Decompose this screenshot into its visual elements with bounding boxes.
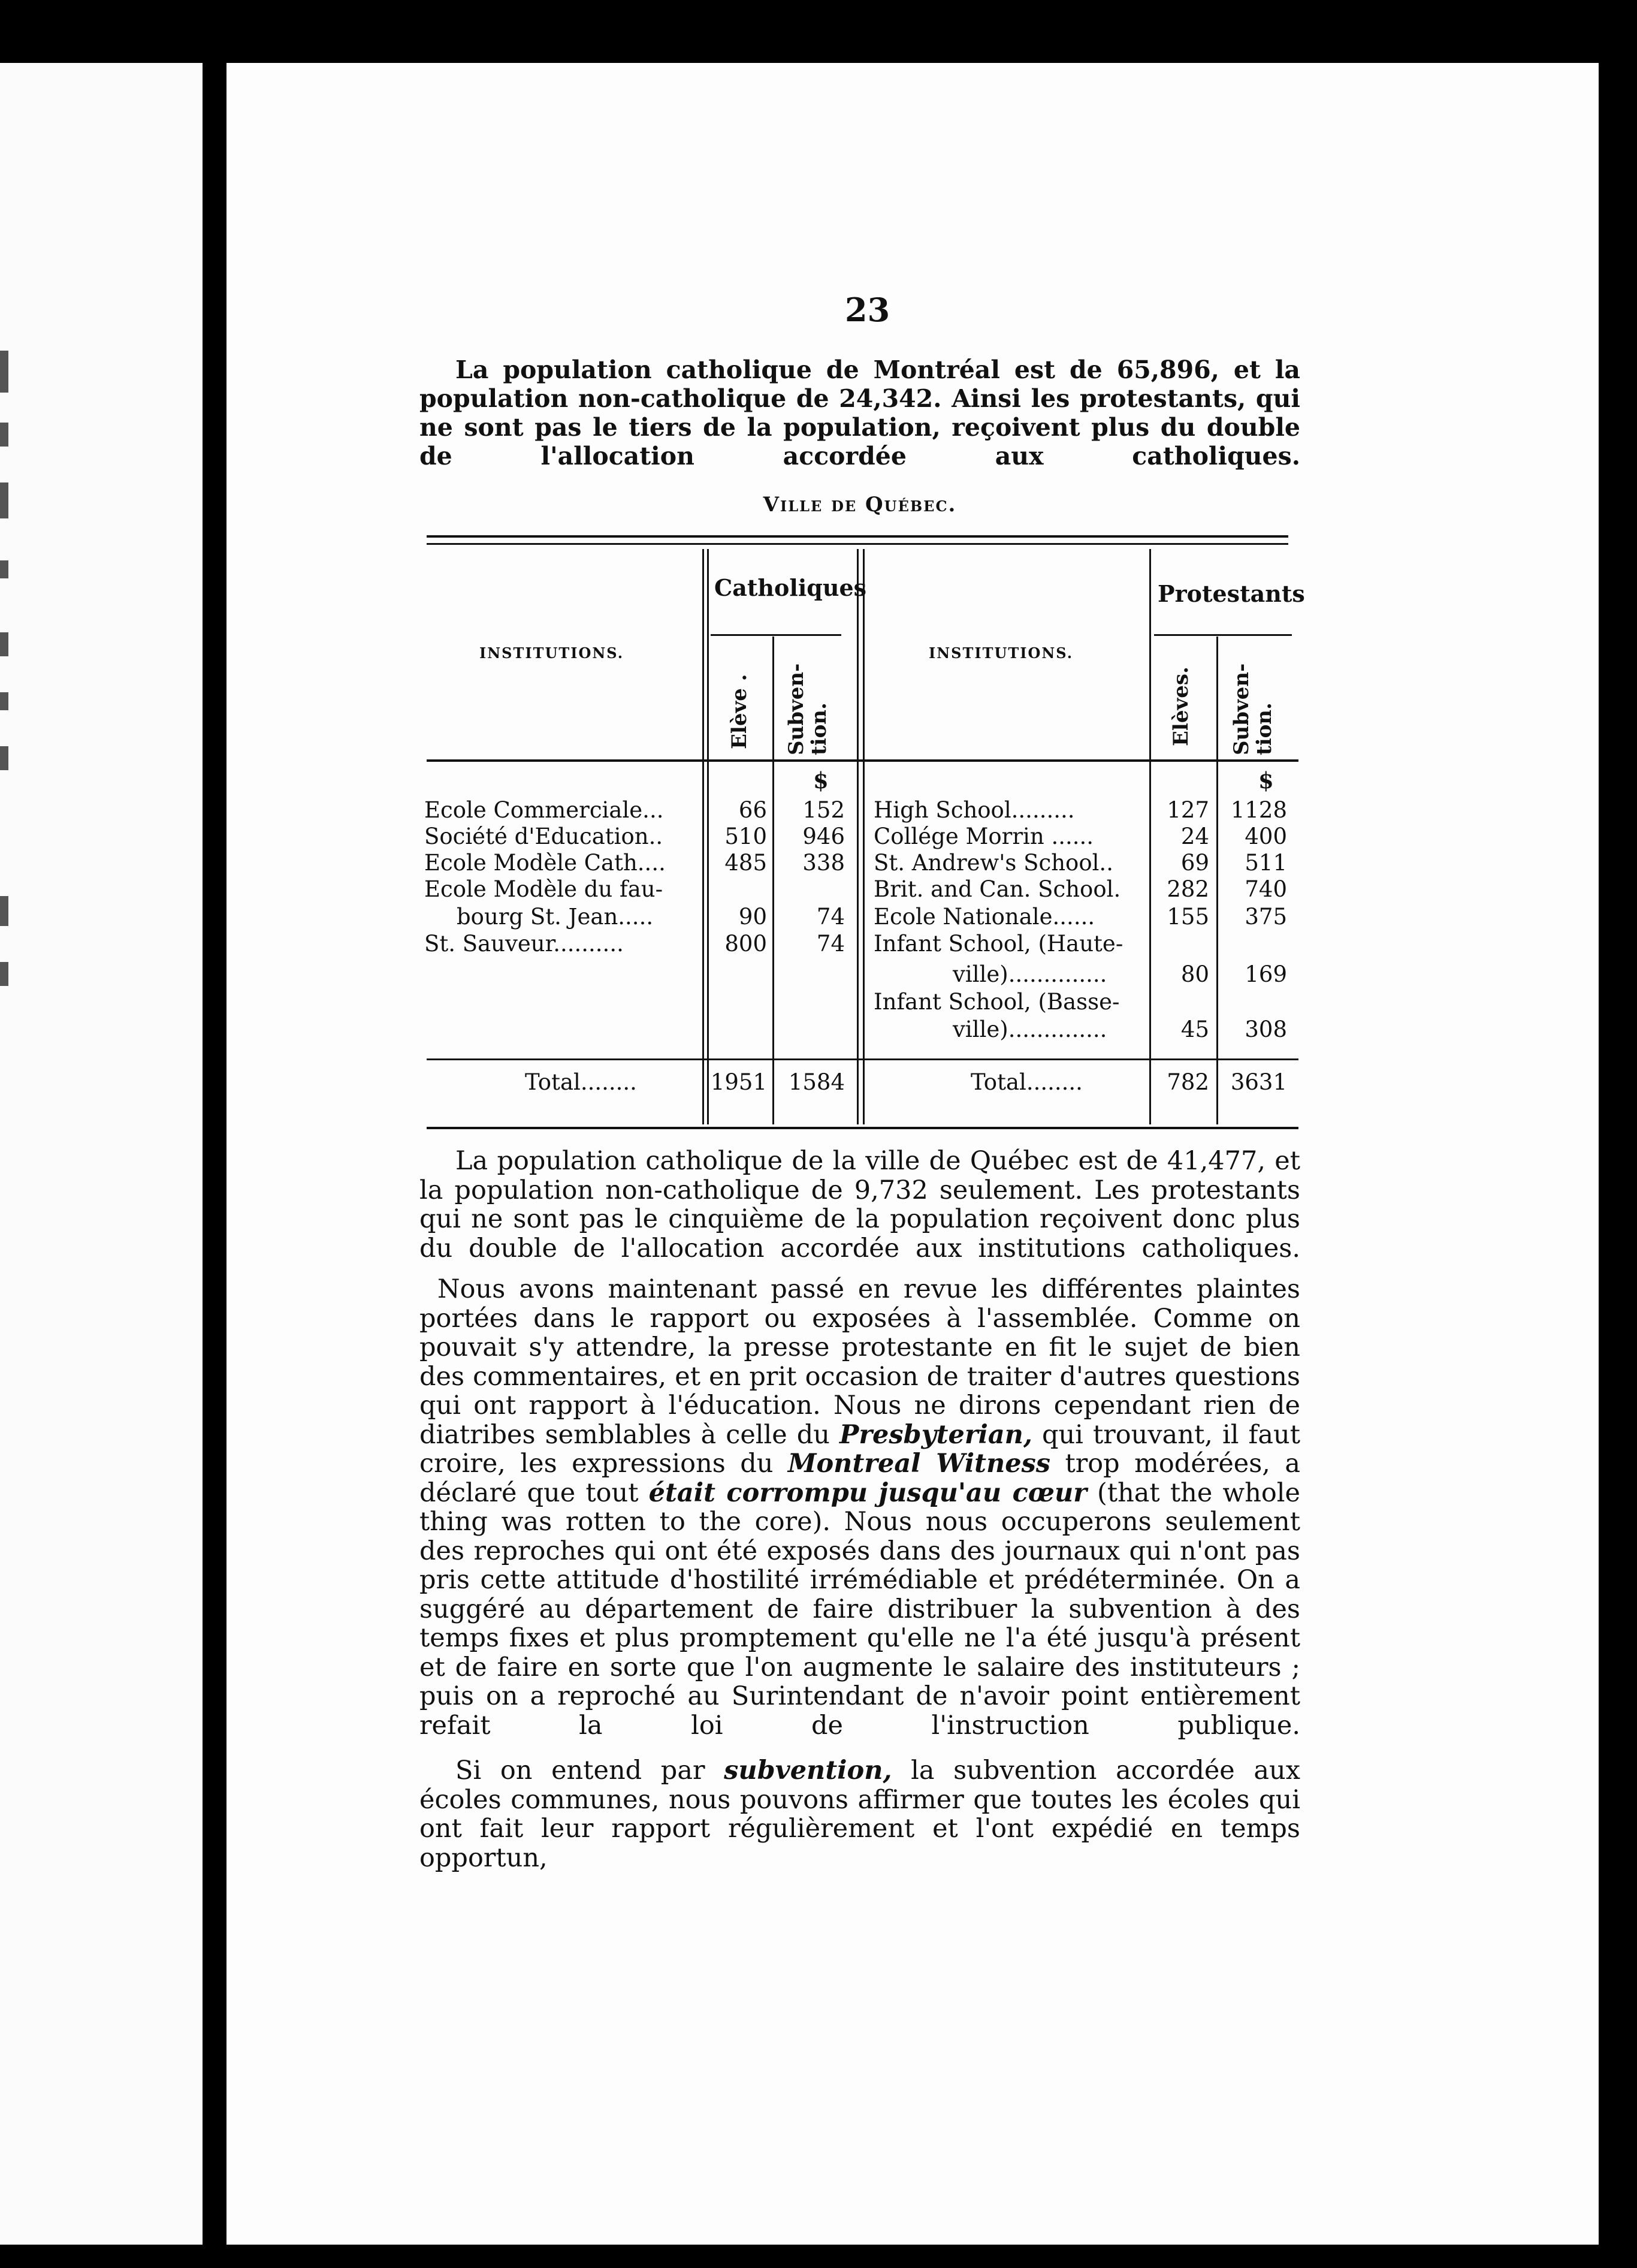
subvention-value: 74 (816, 904, 845, 930)
protestants-group-rule (1154, 634, 1292, 636)
institution-name: Ecole Modèle Cath.... (424, 850, 666, 876)
eleves-value: 45 (1180, 1017, 1209, 1042)
prot-total-eleves: 782 (1167, 1069, 1209, 1095)
institution-name: High School......... (874, 797, 1075, 823)
institution-name: Ecole Nationale...... (874, 904, 1095, 930)
header-eleves-prot: Elèves. (1169, 666, 1193, 746)
paragraph-quebec-population: La population catholique de la ville de Québec est de 41,477, et la population non-catholique de 9,732 seulement. Les protestants qui ne sont pas le cinquième de la population reçoivent donc plus du double de l'allocation accordée aux institutions catholiques. (419, 1146, 1300, 1263)
italic-montreal-witness: Montreal Witness (787, 1449, 1051, 1479)
eleves-value: 155 (1167, 904, 1209, 930)
header-institutions-prot: INSTITUTIONS. (929, 644, 1074, 662)
dollar-sign-cath: $ (813, 767, 829, 794)
eleves-value: 282 (1167, 876, 1209, 902)
catholiques-group-rule (711, 634, 841, 636)
cath-total-label: Total........ (525, 1069, 637, 1095)
page-number: 23 (845, 291, 890, 329)
institution-name: Société d'Education.. (424, 824, 663, 849)
header-subvention-cath: Subven- tion. (784, 663, 831, 755)
eleves-value: 510 (724, 824, 767, 849)
col-divider-3 (857, 549, 859, 1124)
table-top-rule-2 (427, 543, 1288, 545)
subvention-value: 152 (802, 797, 845, 823)
institution-name: St. Sauveur.......... (424, 931, 624, 957)
institution-name: ville).............. (953, 961, 1107, 987)
prot-total-subvention: 3631 (1230, 1069, 1287, 1095)
facing-page-strip (0, 63, 203, 2245)
eleves-value: 24 (1180, 824, 1209, 849)
subvention-value: 946 (802, 824, 845, 849)
eleves-value: 66 (738, 797, 767, 823)
institution-name: Infant School, (Haute- (874, 931, 1123, 957)
table-title: Ville de Québec. (763, 493, 957, 517)
dollar-sign-prot: $ (1258, 767, 1274, 794)
institution-name: Infant School, (Basse- (874, 989, 1120, 1015)
header-subvention-prot: Subven- tion. (1230, 663, 1276, 755)
institution-name: Collége Morrin ...... (874, 824, 1094, 849)
cath-total-subvention: 1584 (788, 1069, 845, 1095)
header-institutions-cath: INSTITUTIONS. (479, 644, 624, 662)
eleves-value: 69 (1180, 850, 1209, 876)
table-bottom-rule (427, 1127, 1298, 1129)
header-catholiques: Catholiques (714, 574, 867, 601)
paragraph-complaints-review (419, 1275, 1300, 1740)
institution-name: St. Andrew's School.. (874, 850, 1113, 876)
eleves-value: 127 (1167, 797, 1209, 823)
eleves-value: 800 (724, 931, 767, 957)
subvention-value: 1128 (1230, 797, 1287, 823)
italic-subvention: subvention, (724, 1756, 892, 1786)
paragraph-text: Si on entend par (455, 1756, 724, 1786)
col-divider-3b (863, 549, 865, 1124)
eleves-value: 485 (724, 850, 767, 876)
subvention-value: 375 (1245, 904, 1287, 930)
paragraph-text: Nous avons maintenant passé en revue les différentes plaintes portées dans le rapport ou exposées à l'assemblée. Comme on pouvait s'y attendre, la presse protestante en fit le sujet de bien des commentaires, et en prit occasion de traiter d'autres questions qui ont rapport à l'éducation. Nous ne dirons cependant rien de diatribes semblables à celle du (419, 1274, 1300, 1450)
institution-name: bourg St. Jean..... (457, 904, 654, 930)
header-eleves-cath: Elève . (727, 674, 751, 749)
institution-name: ville).............. (953, 1017, 1107, 1042)
paragraph-text: trop modérées, a déclaré que tout (419, 1449, 1301, 1508)
subvention-value: 740 (1245, 876, 1287, 902)
table-top-rule (427, 535, 1288, 538)
col-divider-2 (772, 637, 774, 1124)
italic-corrompu: était corrompu jusqu'au cœur (648, 1477, 1087, 1508)
institution-name: Ecole Modèle du fau- (424, 876, 663, 902)
institution-name: Ecole Commerciale... (424, 797, 664, 823)
institution-name: Brit. and Can. School. (874, 876, 1121, 902)
subvention-value: 400 (1245, 824, 1287, 849)
eleves-value: 80 (1180, 961, 1209, 987)
cath-total-eleves: 1951 (710, 1069, 767, 1095)
prot-total-label: Total........ (971, 1069, 1083, 1095)
paragraph-text: qui trouvant, il faut croire, les expressions du (419, 1419, 1301, 1479)
eleves-value: 90 (738, 904, 767, 930)
subvention-value: 308 (1245, 1017, 1287, 1042)
subvention-value: 74 (816, 931, 845, 957)
subvention-value: 169 (1245, 961, 1287, 987)
subvention-value: 511 (1245, 850, 1287, 876)
header-protestants: Protestants (1158, 580, 1305, 607)
paragraph-subvention (419, 1756, 1300, 1872)
italic-presbyterian: Presbyterian, (839, 1419, 1032, 1450)
subvention-value: 338 (802, 850, 845, 876)
paragraph-text: (that the whole thing was rotten to the core). Nous nous occuperons seulement des reproches qui ont été exposés dans des journaux qui n'ont pas pris cette attitude d'hostilité irrémédiable et prédéterminée. On a suggéré au département de faire distribuer la subvention à des temps fixes et plus promptement qu'elle ne l'a été jusqu'à présent et de faire en sorte que l'on augmente le salaire des instituteurs ; puis on a reproché au Surintendant de n'avoir point entièrement refait la loi de l'instruction publique. (419, 1477, 1300, 1741)
paragraph-text: la subvention accordée aux écoles communes, nous pouvons affirmer que toutes les écoles qui ont fait leur rapport régulièrement et l'ont expédié en temps opportun, (419, 1756, 1300, 1873)
paragraph-montreal-population: La population catholique de Montréal est de 65,896, et la population non-catholique de 24,342. Ainsi les protestants, qui ne sont pas le tiers de la population, reçoivent plus du double de l'allocation accordée aux catholiques. (419, 355, 1300, 471)
